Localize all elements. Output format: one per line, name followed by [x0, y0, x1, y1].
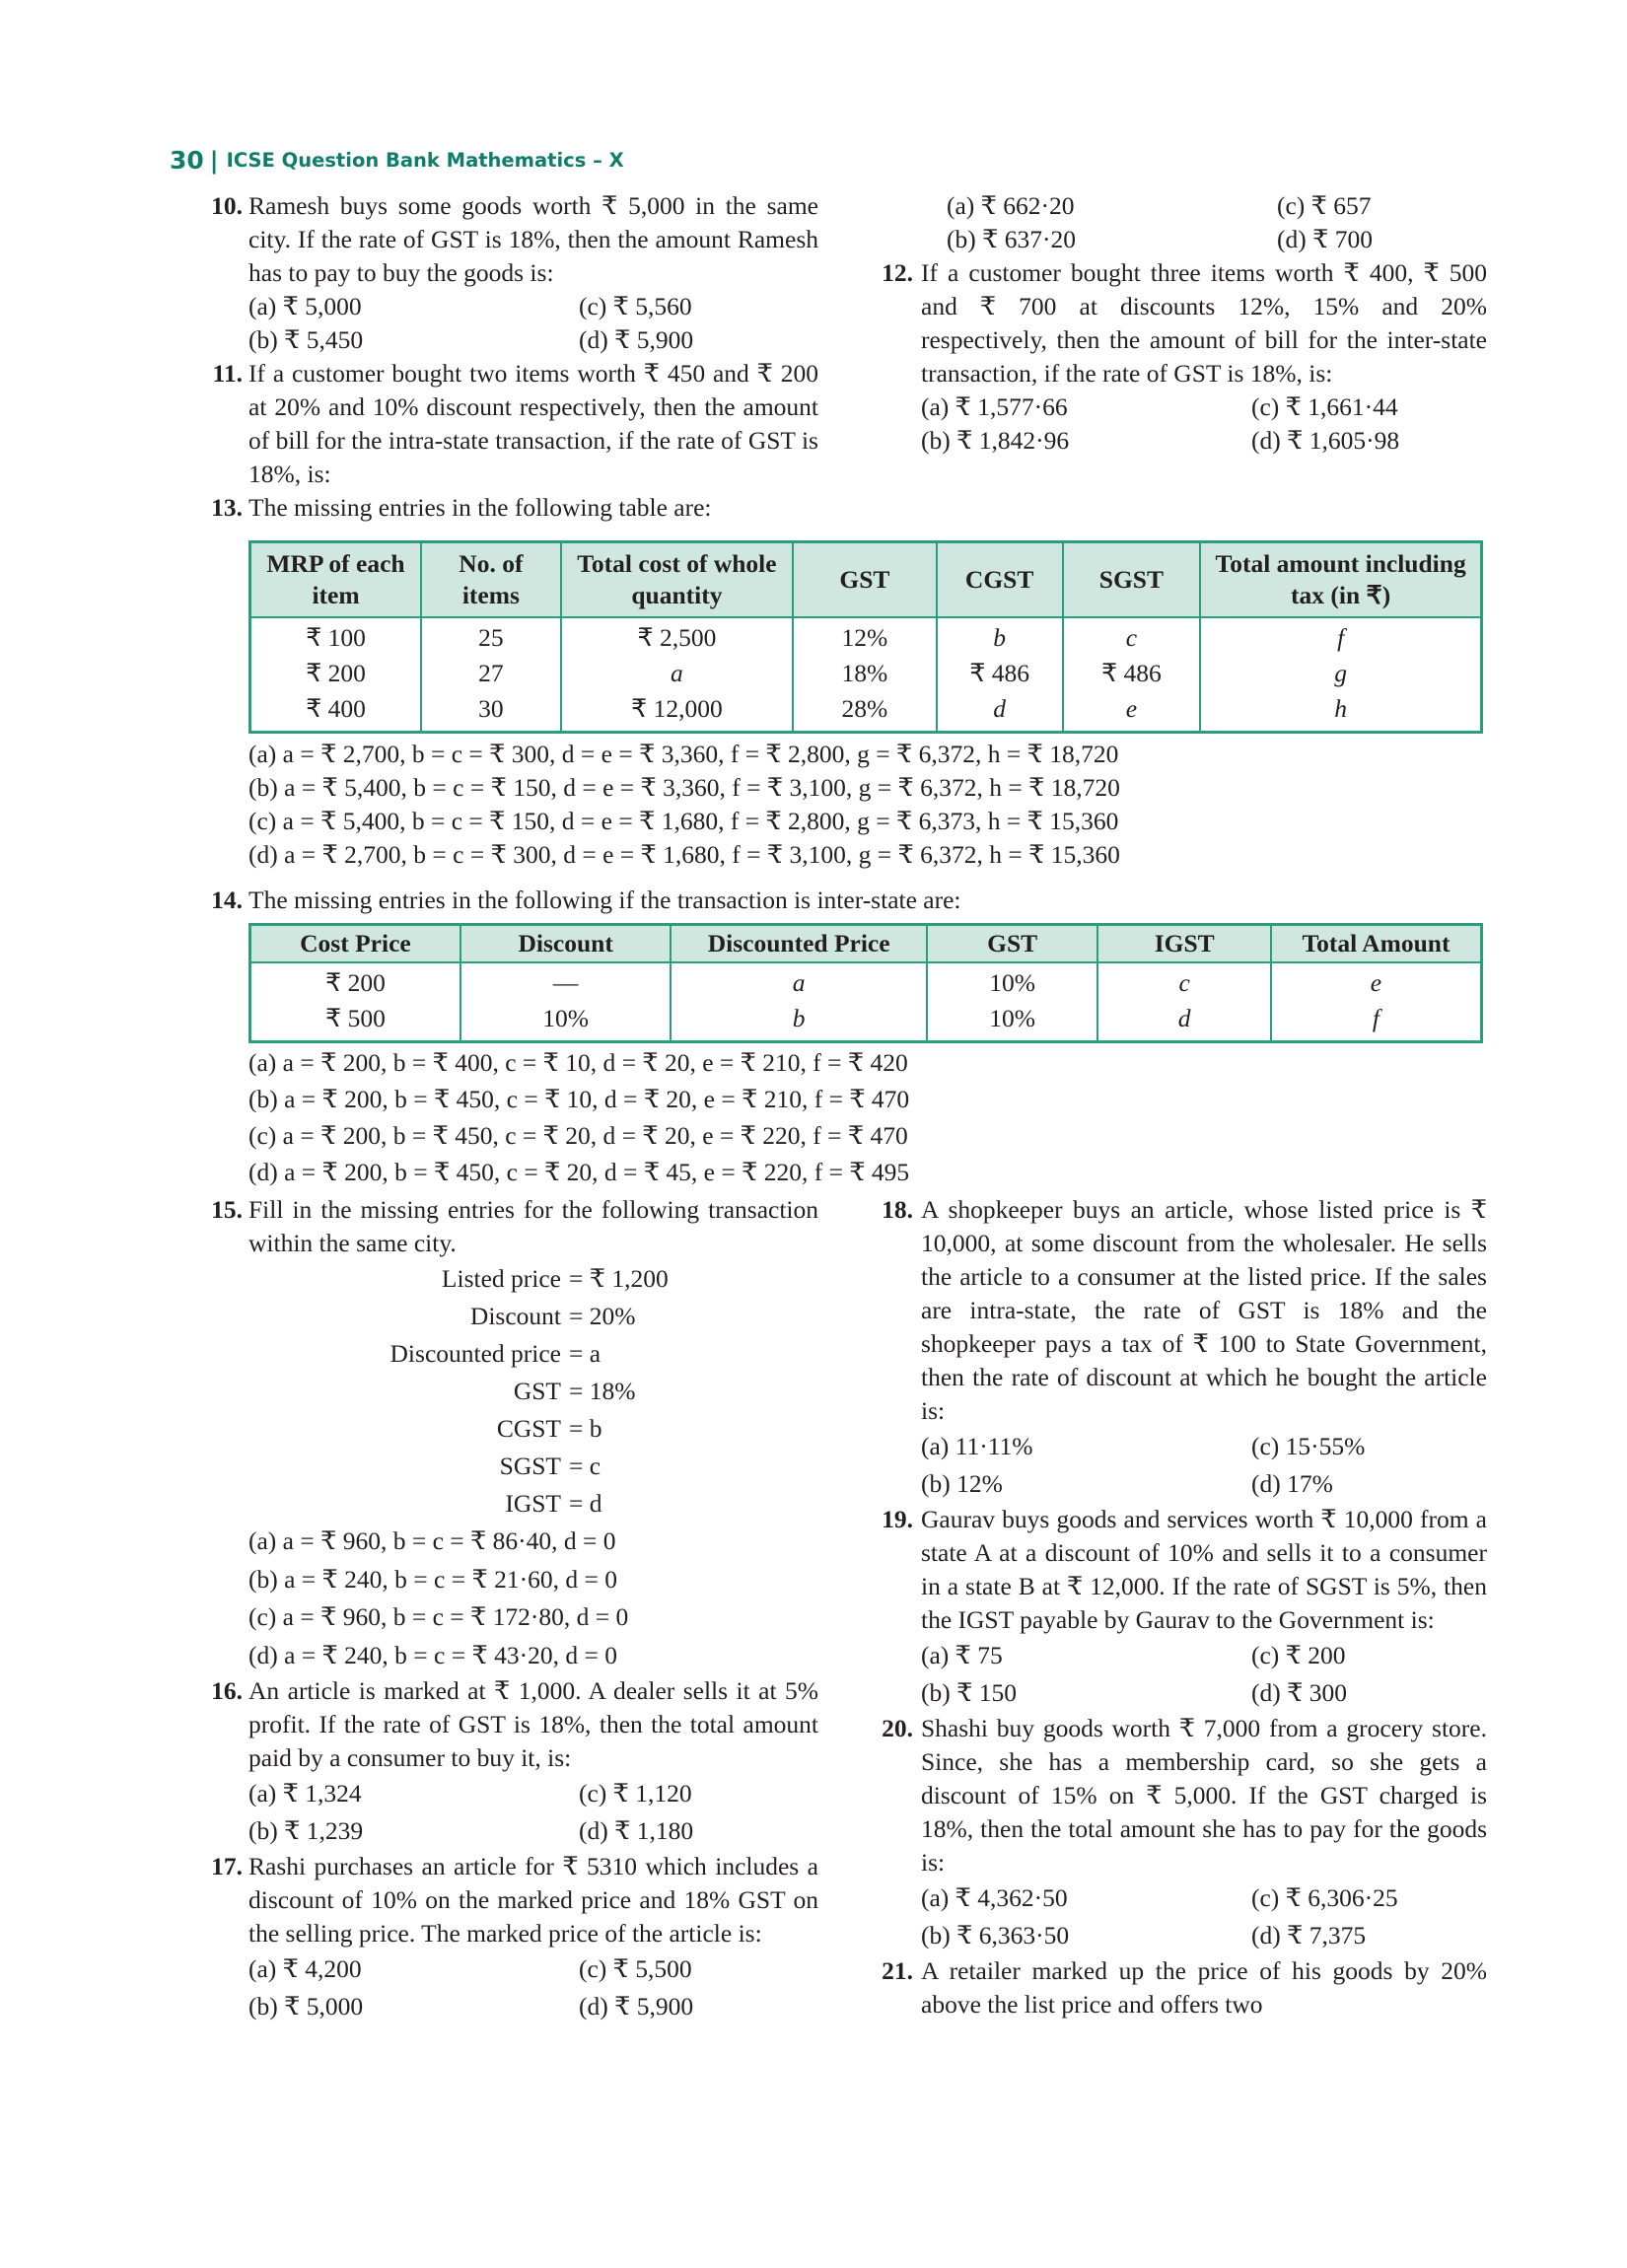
column-header: GST — [793, 542, 937, 617]
fill-label: GST — [513, 1377, 561, 1405]
fill-row — [250, 1335, 818, 1373]
option-b: (b) ₹ 1,842·96 — [921, 426, 1070, 455]
fill-row — [250, 1260, 818, 1298]
question-text: A shopkeeper buys an article, whose listed price is ₹ 10,000, at some discount from the wholesaler. He sells the article to a consumer at the listed price. If the sales are intra-state, the rate of GST is 18% and the shopkeeper pays a tax of ₹ 100 to State Government, then the rate of discount at which he bought the article is: — [921, 1195, 1487, 1425]
table-cell: c — [1097, 962, 1271, 1001]
question-number: 20. — [882, 1714, 913, 1742]
table-14 — [248, 923, 1483, 1043]
table-cell: 27 — [421, 656, 561, 691]
options — [921, 1428, 1487, 1503]
option-d: (d) ₹ 1,180 — [579, 1816, 694, 1845]
column-header: Cost Price — [250, 925, 460, 962]
table-cell: ₹ 100 — [250, 617, 422, 656]
left-column-top — [170, 189, 818, 525]
option-c: (c) ₹ 5,500 — [579, 1954, 692, 1983]
table-row — [250, 1001, 1482, 1042]
column-header: Total cost of whole quantity — [561, 542, 793, 617]
fill-entries — [250, 1260, 818, 1523]
question-11 — [170, 357, 818, 491]
fill-label: Listed price — [441, 1264, 561, 1293]
option-c: (c) ₹ 657 — [1277, 191, 1372, 220]
table-cell: 12% — [793, 617, 937, 656]
table-cell: 10% — [927, 1001, 1098, 1042]
table-cell: 25 — [421, 617, 561, 656]
table-cell: b — [937, 617, 1063, 656]
option-d: (d) ₹ 300 — [1251, 1678, 1347, 1707]
fill-label: Discount — [469, 1302, 561, 1330]
table-row — [250, 617, 1482, 656]
question-number: 19. — [882, 1505, 913, 1533]
question-text: An article is marked at ₹ 1,000. A dealer sells it at 5% profit. If the rate of GST is 18%, then the total amount paid by a consumer to buy it, is: — [248, 1676, 818, 1772]
table-cell: 10% — [460, 1001, 672, 1042]
option-b: (b) ₹ 6,363·50 — [921, 1921, 1070, 1949]
option-c: (c) ₹ 1,120 — [579, 1779, 692, 1807]
option-b: (b) ₹ 150 — [921, 1678, 1017, 1707]
table-cell: ₹ 400 — [250, 691, 422, 733]
option-d: (d) ₹ 5,900 — [579, 325, 694, 354]
table-cell: c — [1063, 617, 1201, 656]
question-11-options — [868, 189, 1487, 256]
options — [248, 1775, 818, 1850]
question-number: 15. — [211, 1195, 243, 1224]
table-cell: f — [1200, 617, 1481, 656]
option-d: (d) ₹ 1,605·98 — [1251, 426, 1400, 455]
table-row — [250, 656, 1482, 691]
table-13 — [248, 540, 1483, 734]
fill-value: = 18% — [569, 1377, 636, 1405]
column-header: MRP of each item — [250, 542, 422, 617]
option-d: (d) a = ₹ 240, b = c = ₹ 43·20, d = 0 — [248, 1640, 617, 1669]
question-number: 13. — [211, 493, 243, 522]
table-cell: a — [561, 656, 793, 691]
question-20 — [868, 1712, 1487, 1954]
question-number: 17. — [211, 1852, 243, 1880]
options — [921, 1637, 1487, 1712]
question-number: 18. — [882, 1195, 913, 1224]
question-text: Fill in the missing entries for the following transaction within the same city. — [248, 1195, 818, 1257]
header-separator: | — [209, 147, 219, 175]
option-d: (d) a = ₹ 200, b = ₹ 450, c = ₹ 20, d = ₹ 45, e = ₹ 220, f = ₹ 495 — [248, 1158, 910, 1186]
question-text: The missing entries in the following if the transaction is inter-state are: — [248, 886, 961, 914]
option-c: (c) a = ₹ 5,400, b = c = ₹ 150, d = e = ₹ 1,680, f = ₹ 2,800, g = ₹ 6,373, h = ₹ 15,360 — [248, 807, 1119, 835]
table-cell: — — [460, 962, 672, 1001]
table-cell: ₹ 12,000 — [561, 691, 793, 733]
option-c: (c) a = ₹ 960, b = c = ₹ 172·80, d = 0 — [248, 1602, 629, 1631]
table-cell: ₹ 200 — [250, 962, 460, 1001]
question-number: 21. — [882, 1956, 913, 1985]
option-b: (b) a = ₹ 240, b = c = ₹ 21·60, d = 0 — [248, 1564, 617, 1594]
table-cell: d — [1097, 1001, 1271, 1042]
option-a: (a) ₹ 4,200 — [248, 1954, 362, 1983]
table-cell: d — [937, 691, 1063, 733]
question-text: Gaurav buys goods and services worth ₹ 10,000 from a state A at a discount of 10% and sells it to a consumer in a state B at ₹ 12,000. If the rate of SGST is 5%, then the IGST payable by Gaurav to the Government is: — [921, 1505, 1487, 1634]
column-header: Discounted Price — [671, 925, 926, 962]
option-c: (c) ₹ 200 — [1251, 1641, 1346, 1669]
page-header — [170, 143, 624, 178]
question-text: The missing entries in the following table are: — [248, 493, 712, 522]
table-cell: ₹ 500 — [250, 1001, 460, 1042]
table-cell: ₹ 2,500 — [561, 617, 793, 656]
option-a: (a) a = ₹ 200, b = ₹ 400, c = ₹ 10, d = ₹ 20, e = ₹ 210, f = ₹ 420 — [248, 1048, 908, 1077]
table-cell: g — [1200, 656, 1481, 691]
question-18 — [868, 1193, 1487, 1503]
option-b: (b) a = ₹ 200, b = ₹ 450, c = ₹ 10, d = ₹ 20, e = ₹ 210, f = ₹ 470 — [248, 1085, 910, 1113]
question-21 — [868, 1954, 1487, 2021]
table-cell: ₹ 486 — [937, 656, 1063, 691]
option-d: (d) a = ₹ 2,700, b = c = ₹ 300, d = e = ₹ 1,680, f = ₹ 3,100, g = ₹ 6,372, h = ₹ 15,360 — [248, 840, 1120, 869]
column-header: IGST — [1097, 925, 1271, 962]
question-10 — [170, 189, 818, 357]
option-b: (b) ₹ 637·20 — [947, 225, 1076, 253]
fill-row — [250, 1410, 818, 1448]
fill-label: SGST — [499, 1452, 561, 1480]
table-cell: ₹ 200 — [250, 656, 422, 691]
options — [921, 1879, 1487, 1954]
table-cell: h — [1200, 691, 1481, 733]
fill-row — [250, 1373, 818, 1410]
question-text: A retailer marked up the price of his goods by 20% above the list price and offers two — [921, 1956, 1487, 2019]
question-12 — [868, 256, 1487, 458]
option-c: (c) ₹ 6,306·25 — [1251, 1883, 1398, 1912]
column-header: Total amount including tax (in ₹) — [1200, 542, 1481, 617]
column-header: Total Amount — [1271, 925, 1482, 962]
fill-label: Discounted price — [389, 1339, 561, 1368]
fill-row — [250, 1448, 818, 1485]
options — [248, 1950, 818, 2025]
table-cell: 30 — [421, 691, 561, 733]
options — [248, 290, 818, 357]
option-d: (d) ₹ 7,375 — [1251, 1921, 1367, 1949]
fill-value: = d — [569, 1489, 602, 1518]
option-b: (b) a = ₹ 5,400, b = c = ₹ 150, d = e = ₹ 3,360, f = ₹ 3,100, g = ₹ 6,372, h = ₹ 18,720 — [248, 773, 1120, 802]
question-text: Ramesh buys some goods worth ₹ 5,000 in the same city. If the rate of GST is 18%, then the amount Ramesh has to pay to buy the goods is: — [248, 191, 818, 287]
option-a: (a) a = ₹ 2,700, b = c = ₹ 300, d = e = ₹ 3,360, f = ₹ 2,800, g = ₹ 6,372, h = ₹ 18,720 — [248, 740, 1119, 768]
option-b: (b) 12% — [921, 1469, 1003, 1498]
table-cell: 10% — [927, 962, 1098, 1001]
question-15 — [170, 1193, 818, 1674]
fill-value: = b — [569, 1414, 602, 1443]
column-header: SGST — [1063, 542, 1201, 617]
option-b: (b) ₹ 5,450 — [248, 325, 364, 354]
fill-value: = 20% — [569, 1302, 636, 1330]
table-cell: ₹ 486 — [1063, 656, 1201, 691]
option-a: (a) a = ₹ 960, b = c = ₹ 86·40, d = 0 — [248, 1526, 616, 1555]
fill-label: CGST — [496, 1414, 561, 1443]
question-13 — [170, 491, 818, 525]
question-number: 12. — [882, 258, 913, 287]
question-text: If a customer bought three items worth ₹ 400, ₹ 500 and ₹ 700 at discounts 12%, 15% and 20% respectively, then the amount of bill for the inter-state transaction, if the rate of GST is 18%, is: — [921, 258, 1487, 388]
option-d: (d) 17% — [1251, 1469, 1333, 1498]
question-text: Rashi purchases an article for ₹ 5310 which includes a discount of 10% on the marked price and 18% GST on the selling price. The marked price of the article is: — [248, 1852, 818, 1948]
column-header: GST — [927, 925, 1098, 962]
question-number: 14. — [211, 886, 243, 914]
table-cell: 18% — [793, 656, 937, 691]
question-text: Shashi buy goods worth ₹ 7,000 from a grocery store. Since, she has a membership card, so she gets a discount of 15% on ₹ 5,000. If the GST charged is 18%, then the total amount she has to pay for the goods is: — [921, 1714, 1487, 1877]
question-14-options — [248, 1044, 909, 1190]
option-a: (a) ₹ 4,362·50 — [921, 1883, 1068, 1912]
option-a: (a) ₹ 5,000 — [248, 292, 362, 320]
question-13-options — [248, 738, 1120, 872]
table-cell: a — [671, 962, 926, 1001]
table-cell: f — [1271, 1001, 1482, 1042]
table-cell: b — [671, 1001, 926, 1042]
question-19 — [868, 1503, 1487, 1712]
question-number: 10. — [211, 191, 243, 220]
table-header-row — [250, 542, 1482, 617]
question-17 — [170, 1850, 818, 2025]
table-cell: e — [1063, 691, 1201, 733]
option-d: (d) ₹ 700 — [1277, 225, 1373, 253]
table-cell: e — [1271, 962, 1482, 1001]
option-a: (a) ₹ 1,324 — [248, 1779, 362, 1807]
option-a: (a) ₹ 75 — [921, 1641, 1003, 1669]
option-a: (a) ₹ 662·20 — [947, 191, 1075, 220]
question-14 — [170, 884, 1570, 917]
option-c: (c) a = ₹ 200, b = ₹ 450, c = ₹ 20, d = ₹ 20, e = ₹ 220, f = ₹ 470 — [248, 1121, 908, 1150]
page-number: 30 — [170, 146, 204, 175]
option-c: (c) ₹ 1,661·44 — [1251, 392, 1398, 421]
table-row — [250, 962, 1482, 1001]
question-16 — [170, 1674, 818, 1850]
question-number: 11. — [212, 359, 243, 388]
fill-label: IGST — [505, 1489, 561, 1518]
fill-value: = a — [569, 1339, 601, 1368]
question-number: 16. — [211, 1676, 243, 1705]
fill-value: = ₹ 1,200 — [569, 1264, 669, 1293]
column-header: CGST — [937, 542, 1063, 617]
option-c: (c) ₹ 5,560 — [579, 292, 692, 320]
options — [921, 390, 1487, 458]
column-header: No. of items — [421, 542, 561, 617]
fill-row — [250, 1298, 818, 1335]
table-header-row — [250, 925, 1482, 962]
option-b: (b) ₹ 1,239 — [248, 1816, 364, 1845]
option-c: (c) 15·55% — [1251, 1432, 1366, 1460]
options — [947, 189, 1487, 256]
question-text: If a customer bought two items worth ₹ 450 and ₹ 200 at 20% and 10% discount respectively, then the amount of bill for the intra-state transaction, if the rate of GST is 18%, is: — [248, 359, 818, 488]
column-header: Discount — [460, 925, 672, 962]
table-row — [250, 691, 1482, 733]
table-cell: 28% — [793, 691, 937, 733]
right-column-bottom — [868, 1193, 1487, 2021]
left-column-bottom — [170, 1193, 818, 2025]
right-column-top — [868, 189, 1487, 458]
option-a: (a) 11·11% — [921, 1432, 1033, 1460]
option-a: (a) ₹ 1,577·66 — [921, 392, 1068, 421]
book-title: ICSE Question Bank Mathematics – X — [226, 149, 624, 172]
fill-value: = c — [569, 1452, 601, 1480]
options — [248, 1523, 818, 1674]
option-d: (d) ₹ 5,900 — [579, 1992, 694, 2020]
option-b: (b) ₹ 5,000 — [248, 1992, 364, 2020]
fill-row — [250, 1485, 818, 1523]
